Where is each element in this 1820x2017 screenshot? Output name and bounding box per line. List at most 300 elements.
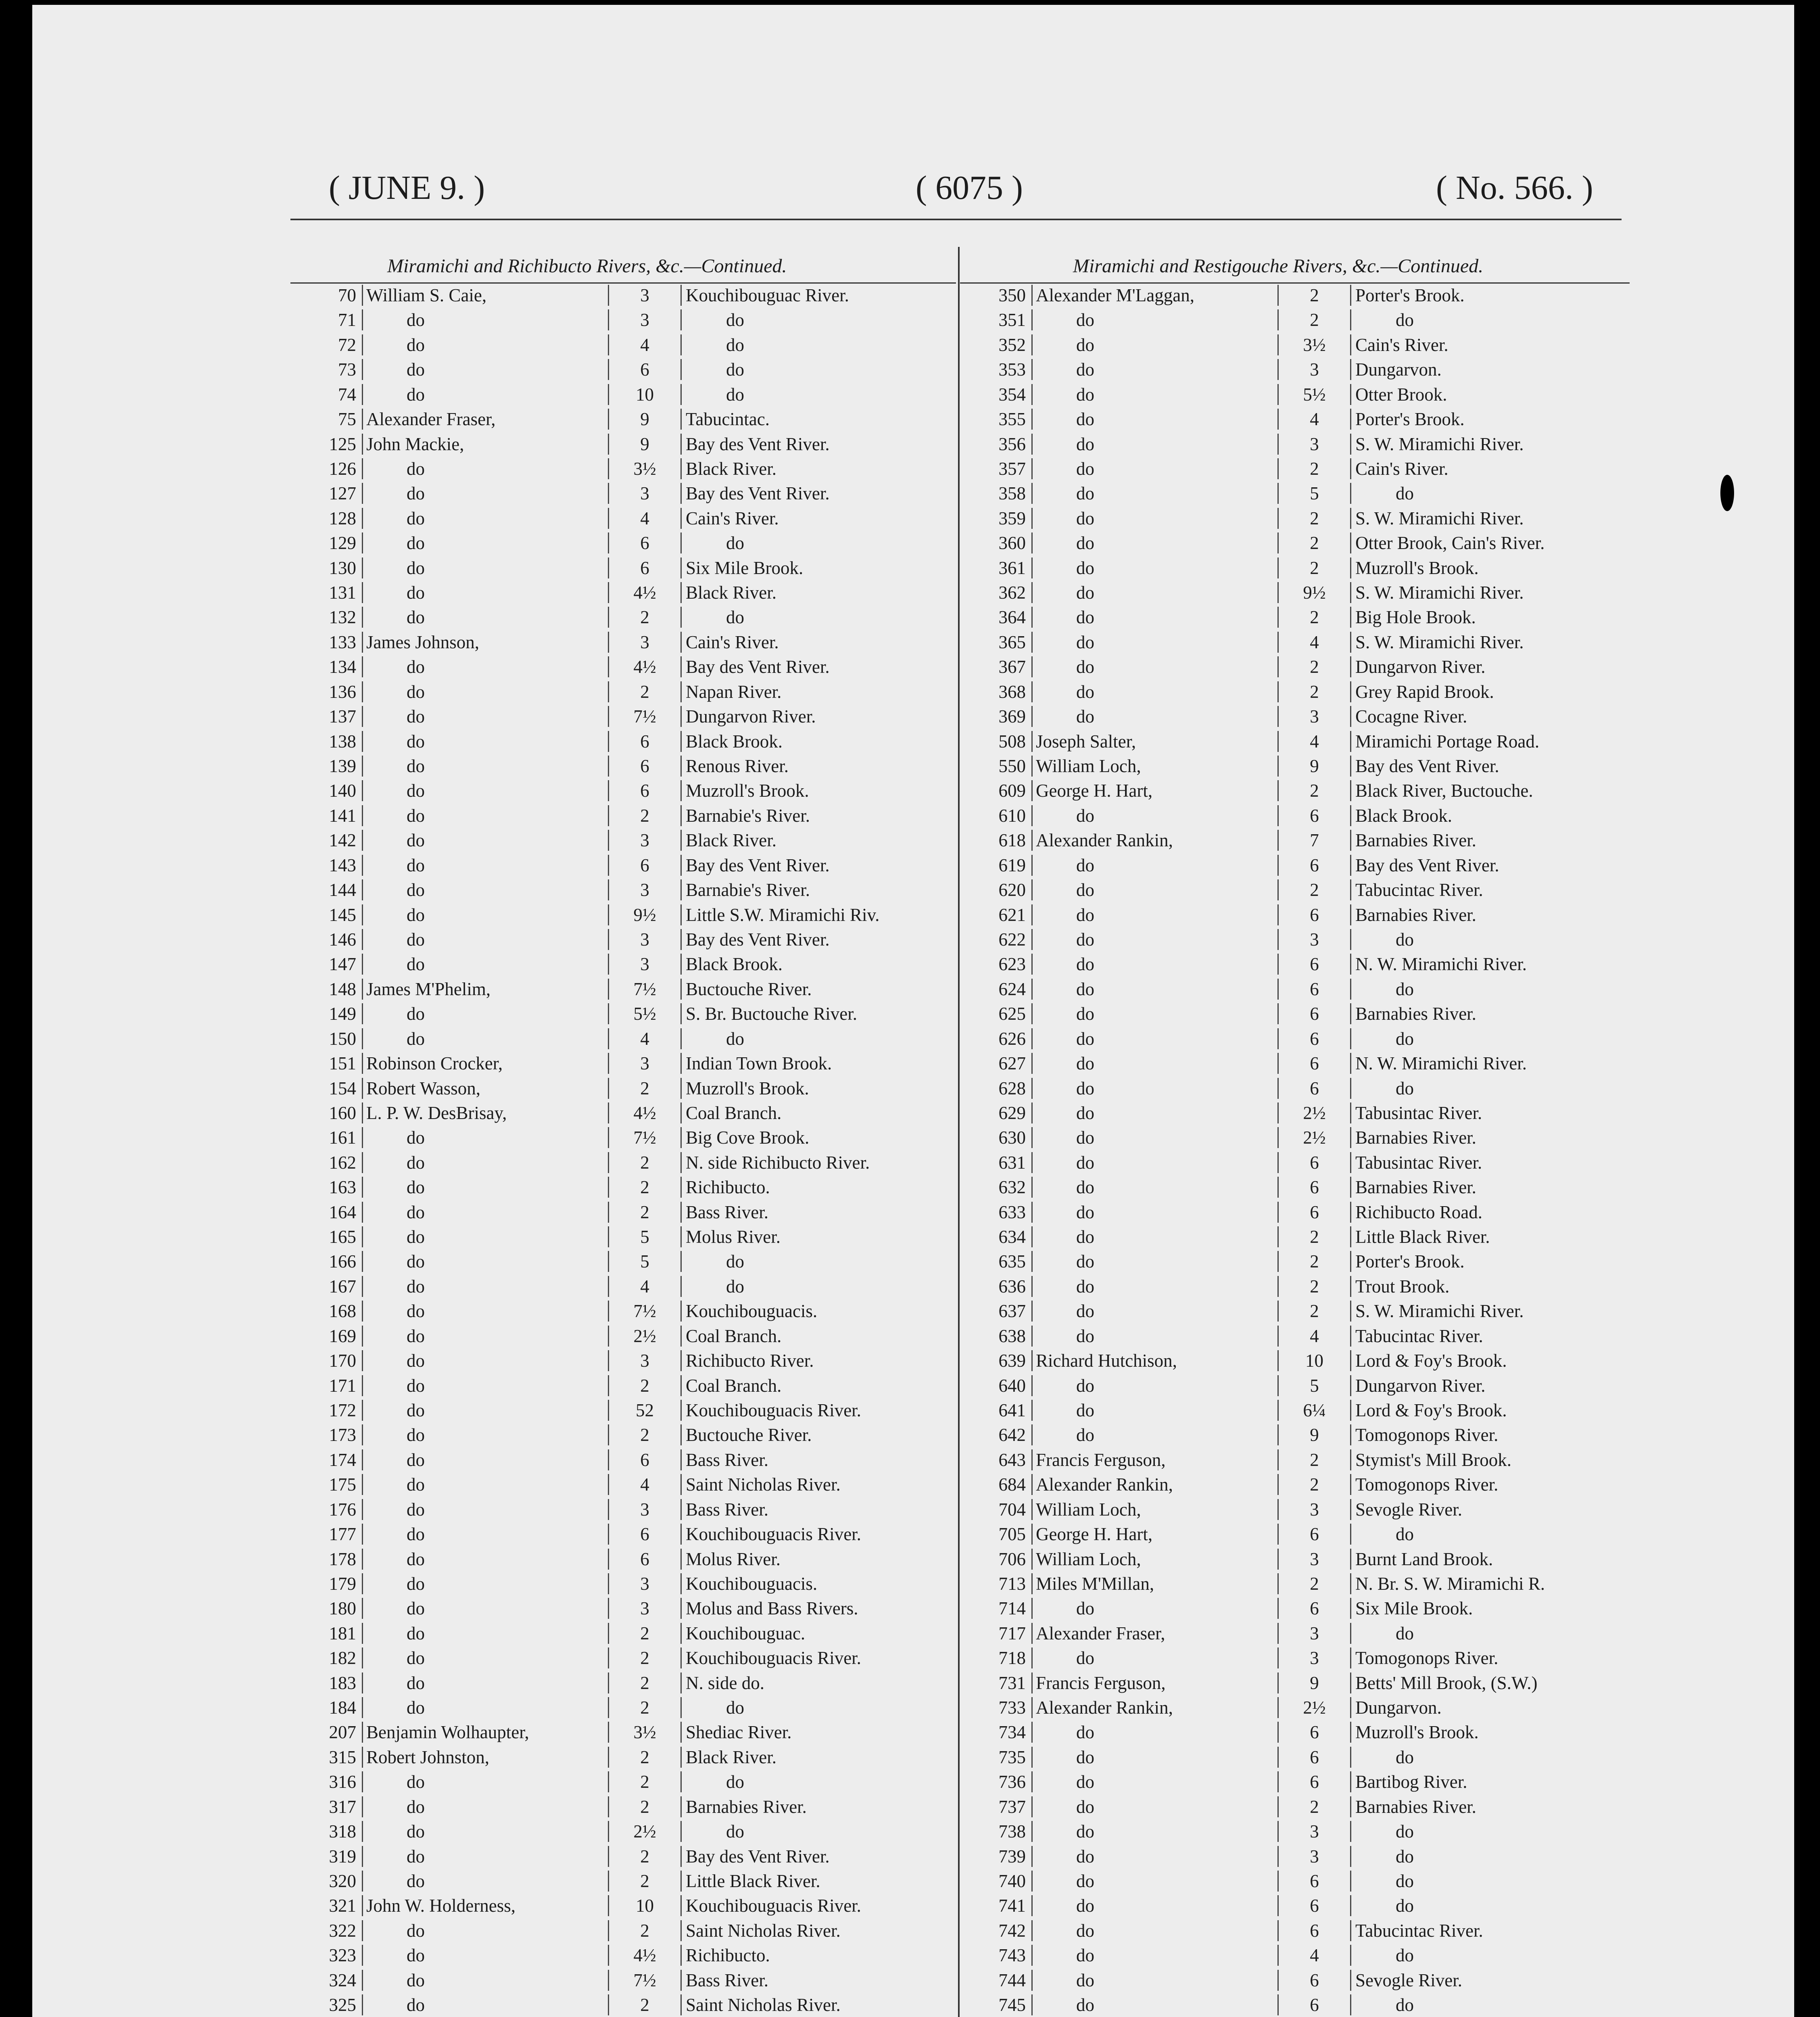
entry-number: 718 (968, 1647, 1033, 1668)
area: 4½ (609, 1102, 682, 1123)
location: do (1396, 1623, 1414, 1643)
entry-number: 174 (298, 1449, 363, 1470)
area: 2 (1279, 557, 1351, 578)
table-row (968, 1150, 1634, 1175)
entry-number: 635 (968, 1251, 1033, 1272)
area: 3 (1279, 434, 1351, 455)
area: 2 (609, 1920, 682, 1941)
table-row (298, 1720, 956, 1744)
location: Bay des Vent River. (686, 929, 830, 950)
area: 4 (609, 508, 682, 529)
location: Black Brook. (686, 731, 783, 752)
table-row (298, 1770, 956, 1794)
header-page-number: ( 6075 ) (916, 169, 1023, 207)
table-row (298, 1943, 956, 1967)
entry-number: 178 (298, 1549, 363, 1570)
table-row (968, 1522, 1634, 1546)
table-row (968, 432, 1634, 456)
location: Coal Branch. (686, 1102, 782, 1123)
table-row (298, 432, 956, 456)
table-row (968, 1795, 1634, 1819)
area: 2 (1279, 1251, 1351, 1272)
grantee-name: Robinson Crocker, (363, 1053, 609, 1074)
location: Bay des Vent River. (686, 1846, 830, 1867)
grantee-name: do (363, 532, 609, 553)
location: Dungarvon River. (1355, 657, 1486, 677)
area: 2 (609, 1202, 682, 1223)
grantee-name: do (363, 1524, 609, 1545)
header-date: ( JUNE 9. ) (329, 169, 485, 207)
area: 10 (1279, 1350, 1351, 1371)
table-row (298, 1051, 956, 1075)
location: S. Br. Buctouche River. (686, 1004, 857, 1024)
table-row (298, 927, 956, 952)
grantee-name: do (363, 1970, 609, 1991)
grantee-name: do (363, 830, 609, 851)
table-row (968, 1027, 1634, 1051)
area: 2 (609, 1078, 682, 1099)
grantee-name: James Johnson, (363, 632, 609, 653)
area: 3 (1279, 1549, 1351, 1570)
area: 4 (1279, 409, 1351, 430)
table-row (298, 605, 956, 629)
table-row (298, 1671, 956, 1695)
location: Bay des Vent River. (1355, 855, 1499, 875)
area: 6 (609, 756, 682, 777)
grantee-name: do (363, 656, 609, 677)
entry-number: 706 (968, 1549, 1033, 1570)
table-row (298, 1125, 956, 1150)
table-row (968, 1572, 1634, 1596)
grantee-name: do (1033, 1276, 1279, 1297)
header-rule (290, 219, 1622, 220)
entry-number: 171 (298, 1375, 363, 1396)
area: 6 (1279, 1970, 1351, 1991)
table-row (298, 457, 956, 481)
entry-number: 148 (298, 979, 363, 1000)
table-row (968, 1894, 1634, 1918)
entry-number: 129 (298, 532, 363, 553)
area: 2 (609, 1846, 682, 1867)
entry-number: 714 (968, 1598, 1033, 1619)
entry-number: 181 (298, 1623, 363, 1644)
area: 6 (1279, 1722, 1351, 1743)
grantee-name: do (1033, 1127, 1279, 1148)
grantee-name: Alexander Rankin, (1033, 1697, 1279, 1718)
entry-number: 731 (968, 1672, 1033, 1693)
entry-number: 140 (298, 780, 363, 801)
entry-number: 175 (298, 1474, 363, 1495)
entry-number: 136 (298, 681, 363, 702)
area: 4½ (609, 582, 682, 603)
area: 2 (609, 1424, 682, 1445)
entry-number: 143 (298, 855, 363, 876)
location: Black Brook. (1355, 805, 1452, 826)
area: 2½ (1279, 1127, 1351, 1148)
entry-number: 738 (968, 1821, 1033, 1842)
location: Renous River. (686, 756, 789, 777)
area: 4½ (609, 1945, 682, 1966)
location: Dungarvon River. (1355, 1375, 1486, 1396)
entry-number: 125 (298, 434, 363, 455)
column-divider (958, 247, 960, 2017)
location: Muzroll's Brook. (686, 781, 809, 801)
area: 6 (609, 855, 682, 876)
grantee-name: do (1033, 1301, 1279, 1322)
entry-number: 623 (968, 954, 1033, 975)
area: 2½ (1279, 1697, 1351, 1718)
grantee-name: do (1033, 904, 1279, 925)
location: N. side do. (686, 1672, 764, 1693)
grantee-name: do (363, 1771, 609, 1792)
entry-number: 72 (298, 334, 363, 355)
location: Tabucintac River. (1355, 1326, 1483, 1346)
table-row (968, 357, 1634, 382)
location: Richibucto River. (686, 1351, 814, 1371)
area: 2 (609, 1623, 682, 1644)
area: 4 (609, 1474, 682, 1495)
table-row (968, 878, 1634, 902)
grantee-name: do (363, 1276, 609, 1297)
area: 6 (609, 532, 682, 553)
grantee-name: do (1033, 1375, 1279, 1396)
right-table (968, 283, 1634, 2017)
grantee-name: do (1033, 805, 1279, 826)
area: 7½ (609, 979, 682, 1000)
table-row (298, 1398, 956, 1422)
entry-number: 353 (968, 359, 1033, 380)
location: Porter's Brook. (1355, 1251, 1465, 1272)
location: Cain's River. (686, 508, 779, 528)
entry-number: 163 (298, 1177, 363, 1198)
table-row (968, 506, 1634, 530)
table-row (298, 556, 956, 580)
entry-number: 319 (298, 1846, 363, 1867)
location: Saint Nicholas River. (686, 1474, 841, 1495)
table-row (968, 1398, 1634, 1422)
grantee-name: do (1033, 929, 1279, 950)
grantee-name: Joseph Salter, (1033, 731, 1279, 752)
ink-blot-upper (1720, 475, 1734, 511)
location: Bartibog River. (1355, 1772, 1467, 1792)
entry-number: 147 (298, 954, 363, 975)
table-row (298, 1448, 956, 1472)
entry-number: 74 (298, 384, 363, 405)
location: do (726, 1276, 744, 1297)
location: do (726, 334, 744, 355)
grantee-name: do (363, 1994, 609, 2015)
table-row (298, 704, 956, 729)
grantee-name: do (1033, 334, 1279, 355)
table-row (968, 952, 1634, 976)
entry-number: 361 (968, 557, 1033, 578)
entry-number: 322 (298, 1920, 363, 1941)
entry-number: 642 (968, 1424, 1033, 1445)
area: 10 (609, 384, 682, 405)
location: Muzroll's Brook. (1355, 557, 1479, 578)
entry-number: 357 (968, 458, 1033, 479)
area: 2 (1279, 1796, 1351, 1817)
grantee-name: L. P. W. DesBrisay, (363, 1102, 609, 1123)
grantee-name: do (363, 1598, 609, 1619)
area: 6 (609, 1549, 682, 1570)
location: Muzroll's Brook. (1355, 1722, 1479, 1743)
grantee-name: do (1033, 384, 1279, 405)
grantee-name: do (1033, 458, 1279, 479)
location: do (1396, 1896, 1414, 1916)
area: 6 (1279, 1994, 1351, 2015)
table-row (968, 1076, 1634, 1100)
area: 3 (1279, 1821, 1351, 1842)
entry-number: 169 (298, 1326, 363, 1347)
grantee-name: do (363, 359, 609, 380)
location: Big Hole Brook. (1355, 607, 1476, 628)
grantee-name: do (1033, 1747, 1279, 1768)
entry-number: 639 (968, 1350, 1033, 1371)
table-row (298, 1274, 956, 1299)
grantee-name: do (363, 1796, 609, 1817)
entry-number: 142 (298, 830, 363, 851)
grantee-name: do (363, 731, 609, 752)
table-row (968, 1646, 1634, 1670)
entry-number: 624 (968, 979, 1033, 1000)
location: Barnabies River. (1355, 1796, 1476, 1817)
grantee-name: do (1033, 1945, 1279, 1966)
grantee-name: do (1033, 1920, 1279, 1941)
table-row (968, 1448, 1634, 1472)
entry-number: 735 (968, 1747, 1033, 1768)
location: Bay des Vent River. (686, 483, 830, 504)
table-row (298, 1745, 956, 1769)
entry-number: 172 (298, 1400, 363, 1421)
location: Little Black River. (686, 1871, 820, 1891)
area: 4 (1279, 632, 1351, 653)
grantee-name: do (1033, 1821, 1279, 1842)
table-row (298, 1596, 956, 1620)
area: 6 (1279, 1747, 1351, 1768)
grantee-name: George H. Hart, (1033, 780, 1279, 801)
grantee-name: William Loch, (1033, 756, 1279, 777)
table-row (968, 1125, 1634, 1150)
entry-number: 740 (968, 1871, 1033, 1892)
location: do (726, 310, 744, 330)
entry-number: 358 (968, 483, 1033, 504)
entry-number: 180 (298, 1598, 363, 1619)
table-row (968, 729, 1634, 754)
location: Six Mile Brook. (1355, 1598, 1473, 1619)
table-row (968, 977, 1634, 1001)
location: Bass River. (686, 1449, 769, 1470)
table-row (298, 680, 956, 704)
grantee-name: Alexander Rankin, (1033, 1474, 1279, 1495)
table-row (298, 1547, 956, 1571)
table-row (298, 1819, 956, 1844)
entry-number: 145 (298, 904, 363, 925)
area: 6 (1279, 1152, 1351, 1173)
table-row (298, 1423, 956, 1447)
table-row (298, 1299, 956, 1323)
table-row (298, 1249, 956, 1274)
area: 2 (1279, 1449, 1351, 1470)
location: Bay des Vent River. (686, 434, 830, 454)
entry-number: 170 (298, 1350, 363, 1371)
entry-number: 133 (298, 632, 363, 653)
entry-number: 321 (298, 1895, 363, 1916)
entry-number: 350 (968, 285, 1033, 306)
entry-number: 324 (298, 1970, 363, 1991)
location: do (1396, 1524, 1414, 1545)
location: do (1396, 1995, 1414, 2015)
area: 6 (609, 731, 682, 752)
grantee-name: do (1033, 582, 1279, 603)
area: 3 (609, 929, 682, 950)
document-page (32, 5, 1794, 2017)
location: Kouchibouguacis. (686, 1301, 818, 1322)
location: Burnt Land Brook. (1355, 1549, 1493, 1569)
table-row (968, 283, 1634, 307)
entry-number: 168 (298, 1301, 363, 1322)
area: 2 (609, 1672, 682, 1693)
entry-number: 177 (298, 1524, 363, 1545)
grantee-name: do (1033, 1871, 1279, 1892)
location: Dungarvon. (1355, 359, 1442, 380)
location: Black River. (686, 458, 776, 479)
location: Barnabies River. (1355, 830, 1476, 851)
entry-number: 360 (968, 532, 1033, 553)
table-row (298, 481, 956, 505)
table-row (298, 630, 956, 654)
table-row (968, 1943, 1634, 1967)
entry-number: 165 (298, 1226, 363, 1247)
location: Sevogle River. (1355, 1499, 1462, 1520)
location: do (726, 607, 744, 628)
grantee-name: do (363, 1177, 609, 1198)
entry-number: 176 (298, 1499, 363, 1520)
grantee-name: do (363, 1499, 609, 1520)
area: 4 (609, 1028, 682, 1049)
entry-number: 636 (968, 1276, 1033, 1297)
area: 2 (1279, 681, 1351, 702)
area: 9 (1279, 1672, 1351, 1693)
location: Coal Branch. (686, 1375, 782, 1396)
entry-number: 70 (298, 285, 363, 306)
entry-number: 637 (968, 1301, 1033, 1322)
area: 3 (609, 830, 682, 851)
area: 7½ (609, 1970, 682, 1991)
entry-number: 618 (968, 830, 1033, 851)
grantee-name: do (363, 1623, 609, 1644)
table-row (968, 457, 1634, 481)
grantee-name: John W. Holderness, (363, 1895, 609, 1916)
location: N. side Richibucto River. (686, 1152, 870, 1173)
right-section-title: Miramichi and Restigouche Rivers, &c.—Continued. (1073, 255, 1484, 277)
grantee-name: do (363, 1672, 609, 1693)
entry-number: 164 (298, 1202, 363, 1223)
area: 6 (1279, 805, 1351, 826)
table-row (968, 704, 1634, 729)
location: Molus and Bass Rivers. (686, 1598, 858, 1619)
location: Cain's River. (1355, 458, 1448, 479)
table-row (968, 481, 1634, 505)
location: Saint Nicholas River. (686, 1995, 841, 2015)
grantee-name: do (1033, 1053, 1279, 1074)
grantee-name: do (1033, 557, 1279, 578)
entry-number: 150 (298, 1028, 363, 1049)
table-row (968, 630, 1634, 654)
area: 9 (609, 409, 682, 430)
grantee-name: do (363, 1028, 609, 1049)
area: 4 (1279, 731, 1351, 752)
location: Cain's River. (1355, 334, 1448, 355)
entry-number: 144 (298, 879, 363, 900)
grantee-name: do (363, 1350, 609, 1371)
entry-number: 173 (298, 1424, 363, 1445)
grantee-name: do (363, 904, 609, 925)
area: 3 (609, 1598, 682, 1619)
location: Saint Nicholas River. (686, 1920, 841, 1941)
entry-number: 717 (968, 1623, 1033, 1644)
grantee-name: do (1033, 359, 1279, 380)
entry-number: 354 (968, 384, 1033, 405)
location: Dungarvon. (1355, 1698, 1442, 1718)
entry-number: 146 (298, 929, 363, 950)
table-row (298, 1002, 956, 1026)
location: S. W. Miramichi River. (1355, 434, 1524, 454)
area: 4 (609, 1276, 682, 1297)
entry-number: 149 (298, 1003, 363, 1024)
entry-number: 365 (968, 632, 1033, 653)
entry-number: 638 (968, 1326, 1033, 1347)
entry-number: 325 (298, 1994, 363, 2015)
area: 3 (609, 879, 682, 900)
location: Black River. (686, 583, 776, 603)
grantee-name: do (363, 309, 609, 330)
location: Tabucintac River. (1355, 880, 1483, 900)
grantee-name: do (1033, 979, 1279, 1000)
table-row (968, 804, 1634, 828)
area: 6 (609, 1449, 682, 1470)
location: Tabusintac River. (1355, 1102, 1482, 1123)
grantee-name: do (1033, 1846, 1279, 1867)
area: 2 (1279, 458, 1351, 479)
grantee-name: do (363, 1549, 609, 1570)
area: 3 (1279, 359, 1351, 380)
entry-number: 75 (298, 409, 363, 430)
area: 6 (609, 359, 682, 380)
area: 2 (1279, 1226, 1351, 1247)
entry-number: 739 (968, 1846, 1033, 1867)
entry-number: 734 (968, 1722, 1033, 1743)
grantee-name: Robert Johnston, (363, 1747, 609, 1768)
area: 2 (1279, 1276, 1351, 1297)
table-row (968, 680, 1634, 704)
location: Porter's Brook. (1355, 285, 1465, 305)
location: N. W. Miramichi River. (1355, 1053, 1527, 1074)
table-row (298, 506, 956, 530)
table-row (298, 407, 956, 431)
area: 6 (1279, 979, 1351, 1000)
area: 2 (1279, 1573, 1351, 1594)
location: Kouchibouguac River. (686, 285, 849, 305)
entry-number: 320 (298, 1871, 363, 1892)
grantee-name: do (1033, 409, 1279, 430)
area: 3 (1279, 1623, 1351, 1644)
location: Barnabies River. (1355, 904, 1476, 925)
entry-number: 610 (968, 805, 1033, 826)
left-section-title: Miramichi and Richibucto Rivers, &c.—Continued. (387, 255, 787, 277)
grantee-name: do (1033, 1647, 1279, 1668)
location: Lord & Foy's Brook. (1355, 1351, 1507, 1371)
